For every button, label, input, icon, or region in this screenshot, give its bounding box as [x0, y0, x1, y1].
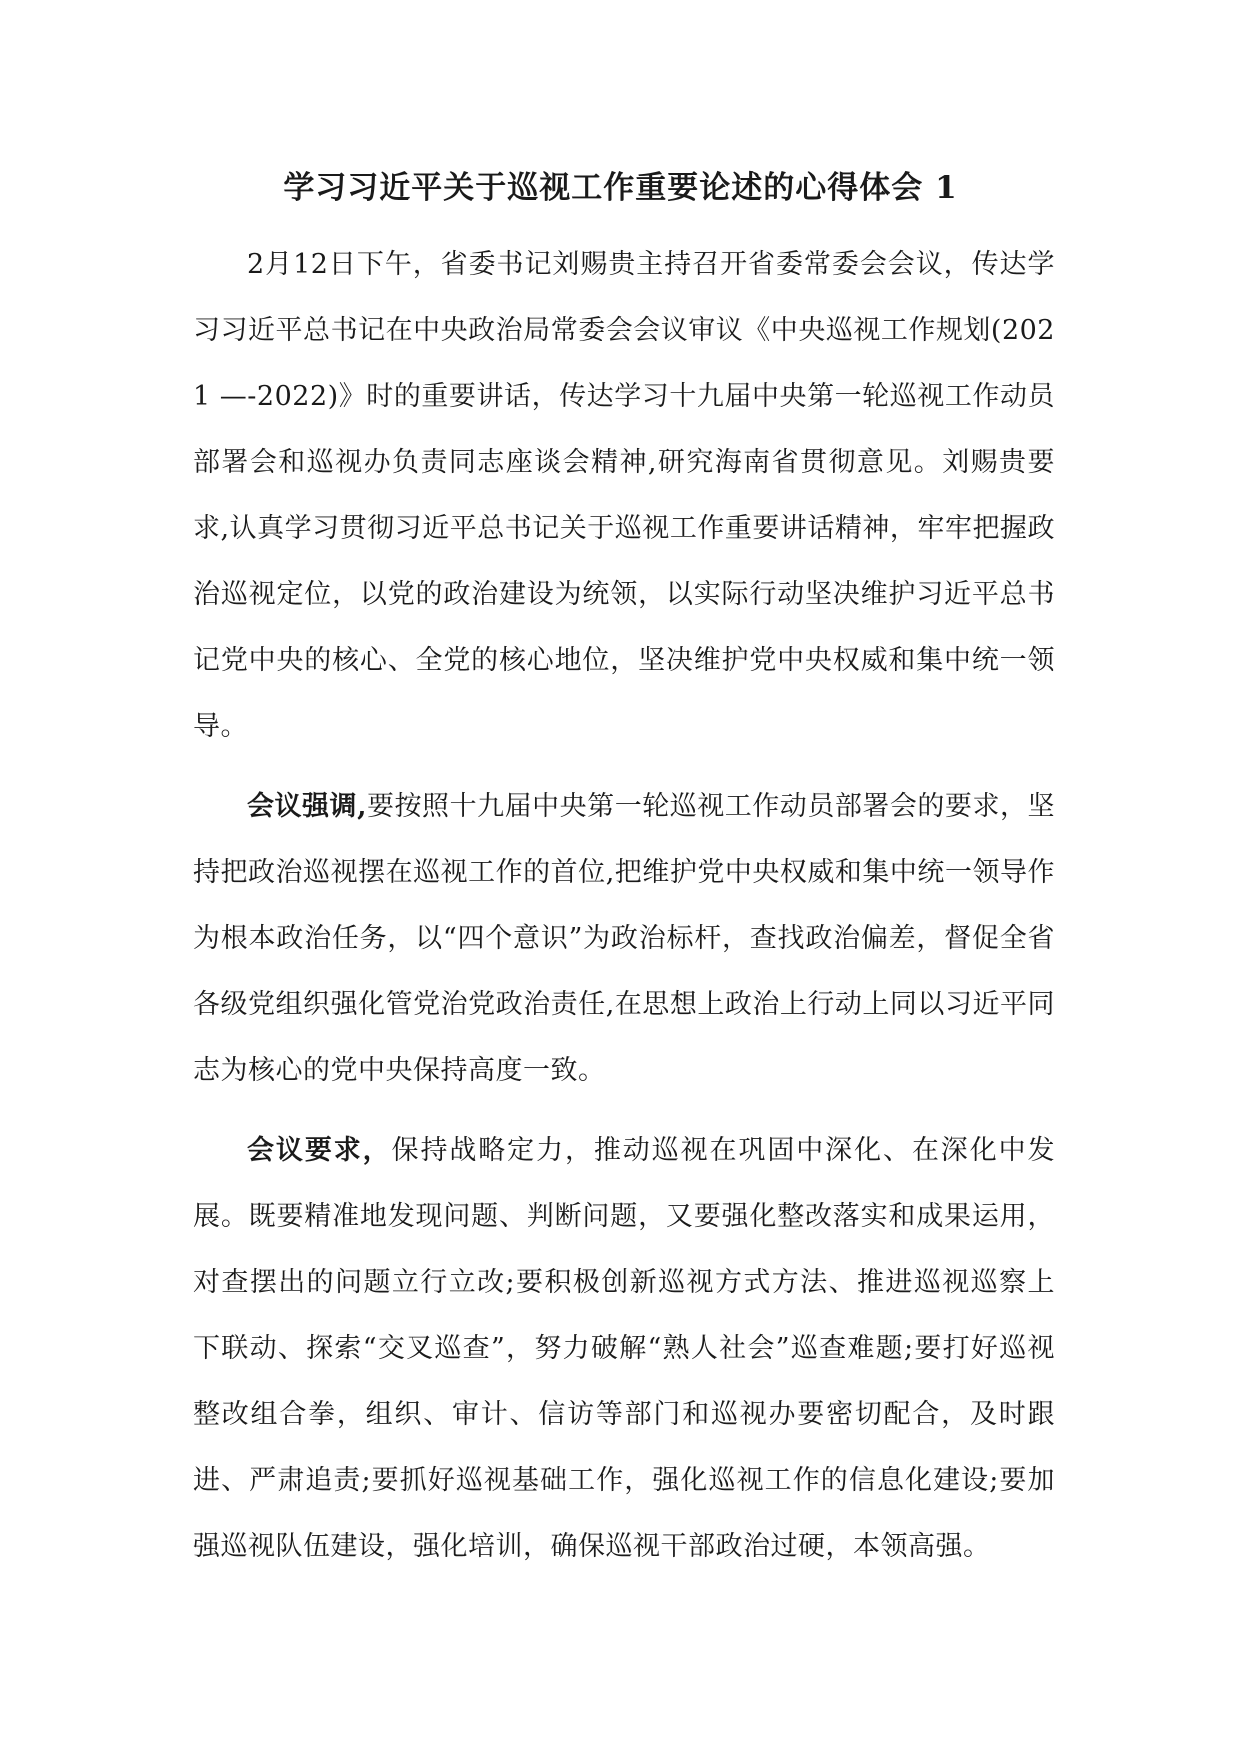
paragraph-3 — [193, 1118, 1055, 1580]
paragraph-3-text: 保持战略定力，推动巡视在巩固中深化、在深化中发展。既要精准地发现问题、判断问题，又要强化整改落实和成果运用，对查摆出的问题立行立改;要积极创新巡视方式方法、推进巡视巡察上下联动、探索“交叉巡查”，努力破解“熟人社会”巡查难题;要打好巡视整改组合拳，组织、审计、信访等部门和巡视办要密切配合，及时跟进、严肃追责;要抓好巡视基础工作，强化巡视工作的信息化建设;要加强巡视队伍建设，强化培训，确保巡视干部政治过硬，本领高强。 — [193, 1135, 1056, 1562]
document-body — [193, 232, 1055, 1594]
paragraph-3-lead: 会议要求， — [247, 1135, 392, 1166]
paragraph-2 — [193, 774, 1055, 1104]
document-title: 学习习近平关于巡视工作重要论述的心得体会 1 — [283, 170, 958, 206]
paragraph-2-lead: 会议强调, — [247, 791, 367, 822]
paragraph-1-text: 2月12日下午，省委书记刘赐贵主持召开省委常委会会议，传达学习习近平总书记在中央政治局常委会会议审议《中央巡视工作规划(2021 —-2022)》时的重要讲话，传达学习十九届中央第一轮巡视工作动员部署会和巡视办负责同志座谈会精神,研究海南省贯彻意见。刘赐贵要求,认真学习贯彻习近平总书记关于巡视工作重要讲话精神，牢牢把握政治巡视定位，以党的政治建设为统领，以实际行动坚决维护习近平总书记党中央的核心、全党的核心地位，坚决维护党中央权威和集中统一领导。 — [193, 249, 1055, 742]
paragraph-2-text: 要按照十九届中央第一轮巡视工作动员部署会的要求，坚持把政治巡视摆在巡视工作的首位,把维护党中央权威和集中统一领导作为根本政治任务，以“四个意识”为政治标杆，查找政治偏差，督促全省各级党组织强化管党治党政治责任,在思想上政治上行动上同以习近平同志为核心的党中央保持高度一致。 — [193, 791, 1055, 1086]
paragraph-1 — [193, 232, 1055, 760]
